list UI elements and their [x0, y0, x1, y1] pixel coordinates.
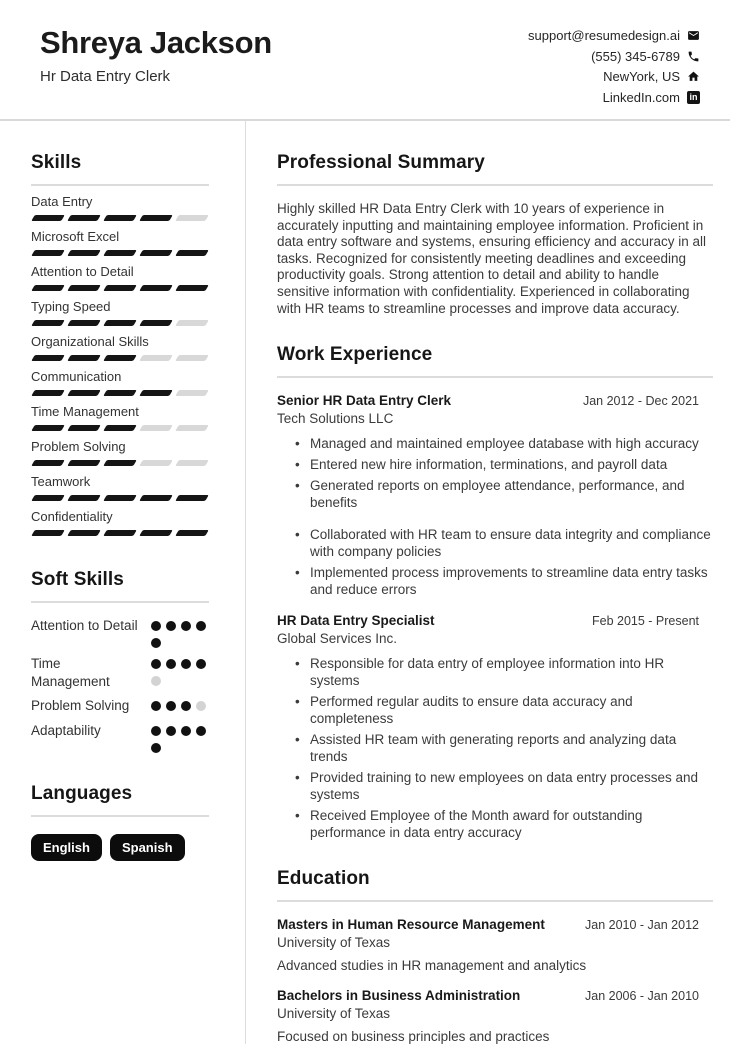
main-column	[246, 121, 730, 1044]
dot-filled	[151, 743, 161, 753]
header-identity	[40, 26, 272, 107]
bar-segment-filled	[67, 530, 100, 536]
bar-segment-filled	[67, 495, 100, 501]
dot-filled	[181, 659, 191, 669]
bullet-text: • Provided training to new employees on data entry processes and systems	[310, 770, 698, 803]
dot-filled	[181, 621, 191, 631]
bullet-item	[277, 693, 713, 727]
experience-section-title: Work Experience	[277, 344, 713, 378]
skill-level-bar	[31, 250, 209, 256]
bar-segment-empty	[139, 355, 172, 361]
skill-level-bar	[31, 355, 209, 361]
soft-skill-dots	[151, 697, 209, 715]
contact-text: support@resumedesign.ai	[528, 28, 680, 43]
skill-item	[31, 404, 209, 431]
bar-segment-filled	[31, 460, 64, 466]
skill-label: Communication	[31, 369, 122, 384]
education-description: Focused on business principles and practices	[277, 1029, 550, 1044]
bar-segment-empty	[175, 215, 208, 221]
bar-segment-filled	[139, 495, 172, 501]
contact-row[interactable]	[528, 47, 700, 67]
bullet-text: • Assisted HR team with generating reports and analyzing data trends	[310, 732, 677, 765]
skill-level-bar	[31, 215, 209, 221]
skill-level-bar	[31, 460, 209, 466]
soft-skill-label: Attention to Detail	[31, 618, 138, 633]
bar-segment-filled	[67, 355, 100, 361]
soft-skill-label: Problem Solving	[31, 698, 130, 713]
bar-segment-filled	[67, 285, 100, 291]
dot-filled	[151, 638, 161, 648]
dot-filled	[151, 621, 161, 631]
linkedin-icon: in	[687, 91, 700, 104]
job-dates: Feb 2015 - Present	[591, 614, 699, 629]
skill-label: Confidentiality	[31, 509, 113, 524]
skill-item	[31, 299, 209, 326]
bullet-item	[277, 731, 713, 765]
bar-segment-filled	[139, 250, 172, 256]
skill-label: Problem Solving	[31, 439, 126, 454]
skill-level-bar	[31, 390, 209, 396]
dot-filled	[151, 659, 161, 669]
dot-empty	[196, 701, 206, 711]
bullet-item	[277, 807, 713, 841]
bar-segment-filled	[139, 530, 172, 536]
sidebar	[0, 121, 246, 1044]
bar-segment-filled	[103, 495, 136, 501]
contact-text: NewYork, US	[603, 69, 680, 84]
dot-empty	[151, 676, 161, 686]
skills-section-title: Skills	[31, 152, 209, 186]
bar-segment-filled	[67, 215, 100, 221]
bullet-item	[277, 655, 713, 689]
education-header	[277, 917, 713, 932]
soft-skill-item	[31, 655, 209, 690]
soft-skill-dots	[151, 617, 209, 648]
bar-segment-empty	[175, 425, 208, 431]
bar-segment-filled	[139, 390, 172, 396]
soft-skill-item	[31, 722, 209, 753]
bar-segment-filled	[175, 285, 208, 291]
skill-label: Teamwork	[31, 474, 91, 489]
skill-level-bar	[31, 285, 209, 291]
education-section	[277, 868, 713, 1044]
skill-item	[31, 474, 209, 501]
person-name: Shreya Jackson	[40, 25, 272, 60]
soft-skill-label: Adaptability	[31, 722, 101, 738]
education-section-title: Education	[277, 868, 713, 902]
header	[0, 0, 730, 107]
bar-segment-filled	[175, 495, 208, 501]
bar-segment-empty	[175, 320, 208, 326]
bar-segment-filled	[175, 250, 208, 256]
skill-item	[31, 439, 209, 466]
bar-segment-empty	[139, 425, 172, 431]
education-dates: Jan 2006 - Jan 2010	[585, 989, 699, 1004]
job-role: Senior HR Data Entry Clerk	[277, 393, 452, 409]
bar-segment-filled	[31, 355, 64, 361]
dot-filled	[181, 726, 191, 736]
summary-text: Highly skilled HR Data Entry Clerk with 10 years of experience in accurately inputting and maintaining employee information. Proficient in data entry software and systems, ensuring efficiency and accuracy in all tasks. Recognized for consistently meeting deadlines and exceeding productivity goals. Strong attention to detail and ability to handle sensitive information with confidentiality. Experienced in collaborating with HR teams to streamline processes and improve data accuracy.	[277, 201, 706, 316]
person-job-title: Hr Data Entry Clerk	[40, 68, 171, 85]
bar-segment-filled	[67, 250, 100, 256]
dot-filled	[196, 726, 206, 736]
job-bullets	[277, 655, 713, 841]
bullet-item	[277, 435, 713, 452]
skill-label: Organizational Skills	[31, 334, 149, 349]
job-header	[277, 393, 713, 408]
education-header	[277, 988, 713, 1003]
bar-segment-filled	[139, 215, 172, 221]
skill-item	[31, 369, 209, 396]
dot-filled	[151, 726, 161, 736]
skill-item	[31, 334, 209, 361]
bullet-text: • Generated reports on employee attendance, performance, and benefits	[310, 478, 685, 511]
home-icon	[687, 70, 700, 83]
skill-level-bar	[31, 320, 209, 326]
skill-label: Data Entry	[31, 194, 93, 209]
skills-list	[31, 194, 209, 536]
job-company: Global Services Inc.	[277, 631, 398, 647]
bar-segment-filled	[67, 320, 100, 326]
skill-item	[31, 194, 209, 221]
summary-section-title: Professional Summary	[277, 152, 713, 186]
soft-skill-item	[31, 617, 209, 648]
contact-row[interactable]	[528, 26, 700, 46]
bar-segment-filled	[31, 390, 64, 396]
job-company: Tech Solutions LLC	[277, 411, 394, 427]
skill-level-bar	[31, 495, 209, 501]
language-pill: English	[31, 834, 102, 861]
skill-item	[31, 509, 209, 536]
bullet-text: • Responsible for data entry of employee information into HR systems	[310, 656, 665, 689]
bar-segment-empty	[175, 355, 208, 361]
bar-segment-filled	[31, 320, 64, 326]
bullet-item	[277, 564, 713, 598]
bar-segment-filled	[103, 390, 136, 396]
experience-section	[277, 344, 713, 841]
job-dates: Jan 2012 - Dec 2021	[582, 394, 699, 409]
dot-filled	[166, 659, 176, 669]
bullet-item	[277, 477, 713, 511]
email-icon	[687, 29, 700, 42]
contact-text: (555) 345-6789	[591, 48, 680, 64]
bar-segment-filled	[31, 495, 64, 501]
job-item	[277, 613, 713, 841]
bar-segment-filled	[31, 530, 64, 536]
skill-item	[31, 264, 209, 291]
bullet-text: • Performed regular audits to ensure data accuracy and completeness	[310, 694, 633, 727]
contact-row[interactable]	[528, 67, 700, 87]
bullet-text: • Implemented process improvements to streamline data entry tasks and reduce errors	[310, 565, 708, 598]
soft-skills-list	[31, 617, 209, 753]
bar-segment-filled	[139, 320, 172, 326]
bar-segment-filled	[103, 355, 136, 361]
bar-segment-filled	[103, 285, 136, 291]
dot-filled	[166, 701, 176, 711]
soft-skills-section-title: Soft Skills	[31, 569, 209, 603]
skills-section	[31, 152, 209, 536]
jobs-list	[277, 393, 713, 841]
skill-label: Time Management	[31, 404, 139, 419]
soft-skill-dots	[151, 655, 209, 690]
dot-filled	[181, 701, 191, 711]
education-list	[277, 917, 713, 1044]
bar-segment-filled	[103, 460, 136, 466]
soft-skill-label: Time Management	[31, 656, 110, 689]
bar-segment-filled	[103, 530, 136, 536]
language-pill: Spanish	[110, 834, 185, 861]
skill-label: Attention to Detail	[31, 264, 134, 279]
bar-segment-filled	[67, 425, 100, 431]
languages-section-title: Languages	[31, 783, 209, 817]
dot-filled	[196, 621, 206, 631]
bullet-item	[277, 769, 713, 803]
job-bullets	[277, 435, 713, 598]
job-header	[277, 613, 713, 628]
skill-label: Typing Speed	[31, 299, 111, 314]
education-degree: Bachelors in Business Administration	[277, 988, 521, 1004]
skill-level-bar	[31, 530, 209, 536]
bar-segment-filled	[103, 425, 136, 431]
contact-row[interactable]	[528, 88, 700, 108]
languages-section	[31, 783, 209, 861]
skill-label: Microsoft Excel	[31, 229, 120, 244]
bar-segment-filled	[103, 320, 136, 326]
soft-skill-dots	[151, 722, 209, 753]
bullet-text: • Managed and maintained employee database with high accuracy	[310, 436, 699, 452]
bar-segment-filled	[31, 425, 64, 431]
education-degree: Masters in Human Resource Management	[277, 917, 545, 933]
bar-segment-empty	[175, 390, 208, 396]
bar-segment-filled	[103, 215, 136, 221]
resume-body	[0, 121, 730, 1044]
bullet-text: • Entered new hire information, terminations, and payroll data	[310, 457, 668, 473]
contact-list	[528, 26, 700, 107]
bar-segment-filled	[67, 390, 100, 396]
soft-skills-section	[31, 569, 209, 753]
bar-segment-filled	[67, 460, 100, 466]
bar-segment-filled	[31, 285, 64, 291]
education-item	[277, 988, 713, 1044]
skill-item	[31, 229, 209, 256]
education-school: University of Texas	[277, 935, 391, 951]
bullet-text: • Collaborated with HR team to ensure data integrity and compliance with company policies	[310, 527, 711, 560]
languages-list	[31, 834, 209, 861]
bar-segment-filled	[31, 250, 64, 256]
bar-segment-filled	[139, 285, 172, 291]
dot-filled	[166, 726, 176, 736]
contact-text: LinkedIn.com	[602, 89, 680, 105]
dot-filled	[151, 701, 161, 711]
job-role: HR Data Entry Specialist	[277, 613, 435, 629]
dot-filled	[166, 621, 176, 631]
summary-section	[277, 152, 713, 317]
skill-level-bar	[31, 425, 209, 431]
bar-segment-filled	[31, 215, 64, 221]
education-item	[277, 917, 713, 973]
bar-segment-filled	[175, 530, 208, 536]
phone-icon	[687, 50, 700, 63]
dot-filled	[196, 659, 206, 669]
job-item	[277, 393, 713, 598]
soft-skill-item	[31, 697, 209, 715]
bar-segment-filled	[103, 250, 136, 256]
education-description: Advanced studies in HR management and analytics	[277, 958, 587, 974]
bar-segment-empty	[139, 460, 172, 466]
education-dates: Jan 2010 - Jan 2012	[585, 918, 699, 933]
bar-segment-empty	[175, 460, 208, 466]
bullet-item	[277, 456, 713, 473]
bullet-item	[277, 526, 713, 560]
bullet-text: • Received Employee of the Month award for outstanding performance in data entry accuracy	[310, 808, 643, 841]
education-school: University of Texas	[277, 1006, 391, 1022]
